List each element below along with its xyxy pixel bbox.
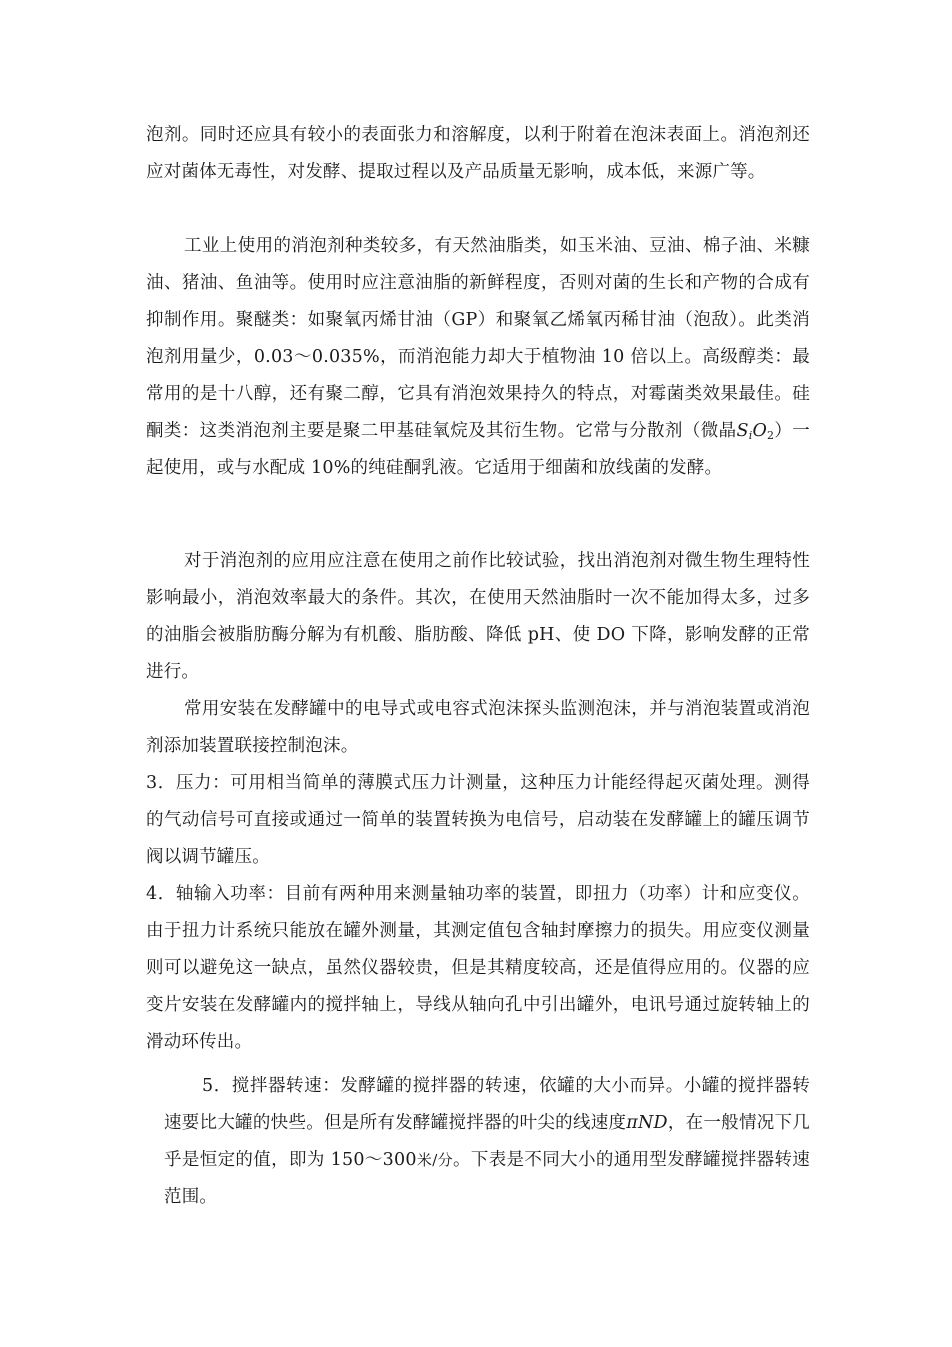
paragraph-pressure [146, 765, 810, 876]
paragraph-shaft-power [146, 876, 810, 1061]
text-p2: 对于消泡剂的应用应注意在使用之前作比较试验，找出消泡剂对微生物生理特性影响最小，消泡效率最大的条件。其次，在使用天然油脂时一次不能加得太多，过多的油脂会被脂肪酶分解为有机酸、脂肪酸、降低 pH、使 DO 下降，影响发酵的正常进行。 [146, 551, 810, 682]
text-p6b: ，在一般情况下几乎是恒定的值，即为 150～300 [164, 1113, 810, 1170]
text-p0: 泡剂。同时还应具有较小的表面张力和溶解度，以利于附着在泡沫表面上。消泡剂还应对菌体无毒性，对发酵、提取过程以及产品质量无影响，成本低，来源广等。 [146, 125, 810, 182]
text-p3: 常用安装在发酵罐中的电导式或电容式泡沫探头监测泡沫，并与消泡装置或消泡剂添加装置联接控制泡沫。 [146, 699, 810, 756]
text-p1a: 工业上使用的消泡剂种类较多，有天然油脂类，如玉米油、豆油、棉子油、米糠油、猪油、鱼油等。使用时应注意油脂的新鲜程度，否则对菌的生长和产物的合成有抑制作用。聚醚类：如聚氧丙烯甘油（GP）和聚氧乙烯氧丙稀甘油（泡敌）。此类消泡剂用量少，0.03～0.035%，而消泡能力却大于植物油 10 倍以上。高级醇类：最常用的是十八醇，还有聚二醇，它具有消泡效果持久的特点，对霉菌类效果最佳。硅酮类：这类消泡剂主要是聚二甲基硅氧烷及其衍生物。它常与分散剂（微晶 [146, 236, 810, 441]
text-p5: 4．轴输入功率：目前有两种用来测量轴功率的装置，即扭力（功率）计和应变仪。由于扭力计系统只能放在罐外测量，其测定值包含轴封摩擦力的损失。用应变仪测量则可以避免这一缺点，虽然仪器较贵，但是其精度较高，还是值得应用的。仪器的应变片安装在发酵罐内的搅拌轴上，导线从轴向孔中引出罐外，电讯号通过旋转轴上的滑动环传出。 [146, 884, 810, 1052]
unit-m-per-min: 米/分 [416, 1151, 453, 1169]
paragraph-agitator-speed [164, 1068, 810, 1216]
formula-pi-n-d: πND [626, 1113, 668, 1133]
text-p4: 3．压力：可用相当简单的薄膜式压力计测量，这种压力计能经得起灭菌处理。测得的气动信号可直接或通过一简单的装置转换为电信号，启动装在发酵罐上的罐压调节阀以调节罐压。 [146, 773, 810, 867]
paragraph-defoamer-requirements [146, 117, 810, 191]
text-p1b: ）一起使用，或与水配成 10%的纯硅酮乳液。它适用于细菌和放线菌的发酵。 [146, 421, 810, 478]
formula-sio2: $S_iO_2$ [736, 421, 775, 442]
paragraph-foam-probe [146, 691, 810, 765]
paragraph-defoamer-application [146, 543, 810, 691]
text-p6a: 5．搅拌器转速：发酵罐的搅拌器的转速，依罐的大小而异。小罐的搅拌器转速要比大罐的快些。但是所有发酵罐搅拌器的叶尖的线速度 [164, 1076, 810, 1133]
paragraph-defoamer-types [146, 228, 810, 487]
text-p6c: 。下表是不同大小的通用型发酵罐搅拌器转速范围。 [164, 1150, 811, 1207]
